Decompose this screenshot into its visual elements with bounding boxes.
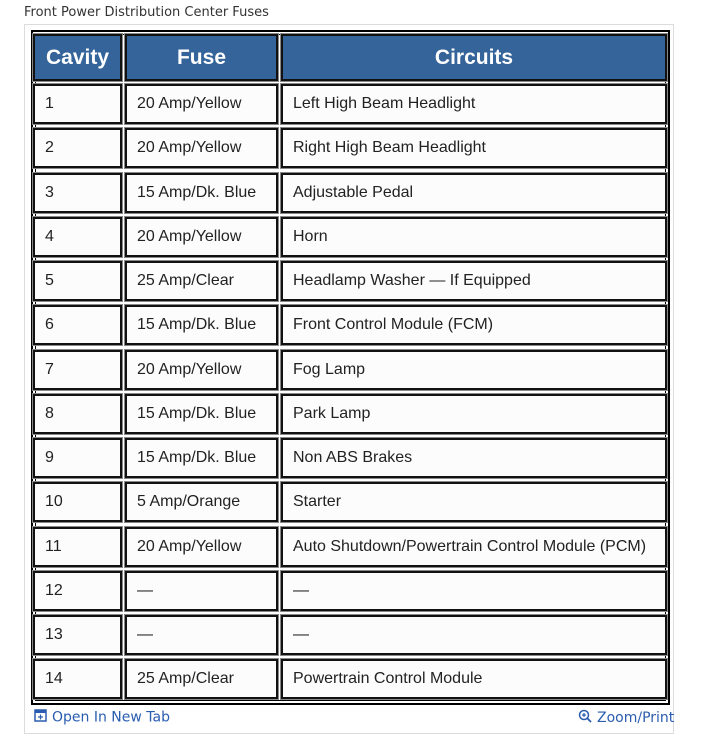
cell-fuse: 25 Amp/Clear — [125, 261, 278, 301]
cell-circuits: Adjustable Pedal — [281, 173, 667, 213]
cell-fuse: 20 Amp/Yellow — [125, 128, 278, 168]
cell-fuse: 25 Amp/Clear — [125, 659, 278, 699]
open-in-new-tab-icon — [34, 709, 47, 726]
cell-circuits: Horn — [281, 217, 667, 257]
header-fuse: Fuse — [125, 34, 278, 81]
cell-fuse: 20 Amp/Yellow — [125, 527, 278, 567]
cell-cavity: 5 — [33, 261, 122, 301]
cell-circuits: Starter — [281, 482, 667, 522]
header-cavity: Cavity — [33, 34, 122, 81]
cell-circuits: Fog Lamp — [281, 350, 667, 390]
open-in-new-tab-link[interactable] — [34, 709, 170, 726]
cell-cavity: 12 — [33, 571, 122, 611]
cell-cavity: 4 — [33, 217, 122, 257]
cell-cavity: 2 — [33, 128, 122, 168]
cell-circuits: Left High Beam Headlight — [281, 84, 667, 124]
cell-fuse: — — [125, 615, 278, 655]
cell-cavity: 14 — [33, 659, 122, 699]
cell-circuits: — — [281, 571, 667, 611]
open-in-new-tab-label: Open In New Tab — [52, 709, 170, 726]
cell-cavity: 13 — [33, 615, 122, 655]
header-circuits: Circuits — [281, 34, 667, 81]
cell-cavity: 9 — [33, 438, 122, 478]
cell-cavity: 10 — [33, 482, 122, 522]
cell-cavity: 8 — [33, 394, 122, 434]
cell-circuits: Auto Shutdown/Powertrain Control Module (PCM) — [281, 527, 667, 567]
cell-cavity: 6 — [33, 305, 122, 345]
table-caption: Front Power Distribution Center Fuses — [24, 5, 269, 20]
cell-fuse: 20 Amp/Yellow — [125, 217, 278, 257]
cell-circuits: Right High Beam Headlight — [281, 128, 667, 168]
cell-fuse: 5 Amp/Orange — [125, 482, 278, 522]
cell-circuits: Headlamp Washer — If Equipped — [281, 261, 667, 301]
cell-cavity: 7 — [33, 350, 122, 390]
cell-circuits: Park Lamp — [281, 394, 667, 434]
cell-cavity: 3 — [33, 173, 122, 213]
cell-fuse: 15 Amp/Dk. Blue — [125, 394, 278, 434]
cell-fuse: 15 Amp/Dk. Blue — [125, 438, 278, 478]
cell-fuse: 20 Amp/Yellow — [125, 350, 278, 390]
zoom-in-icon — [578, 709, 592, 727]
cell-circuits: Non ABS Brakes — [281, 438, 667, 478]
cell-circuits: Powertrain Control Module — [281, 659, 667, 699]
cell-cavity: 1 — [33, 84, 122, 124]
cell-fuse: 15 Amp/Dk. Blue — [125, 173, 278, 213]
zoom-print-label: Zoom/Print — [597, 710, 675, 726]
cell-cavity: 11 — [33, 527, 122, 567]
zoom-print-link[interactable] — [578, 709, 674, 727]
cell-circuits: — — [281, 615, 667, 655]
cell-fuse: 20 Amp/Yellow — [125, 84, 278, 124]
cell-circuits: Front Control Module (FCM) — [281, 305, 667, 345]
cell-fuse: 15 Amp/Dk. Blue — [125, 305, 278, 345]
cell-fuse: — — [125, 571, 278, 611]
